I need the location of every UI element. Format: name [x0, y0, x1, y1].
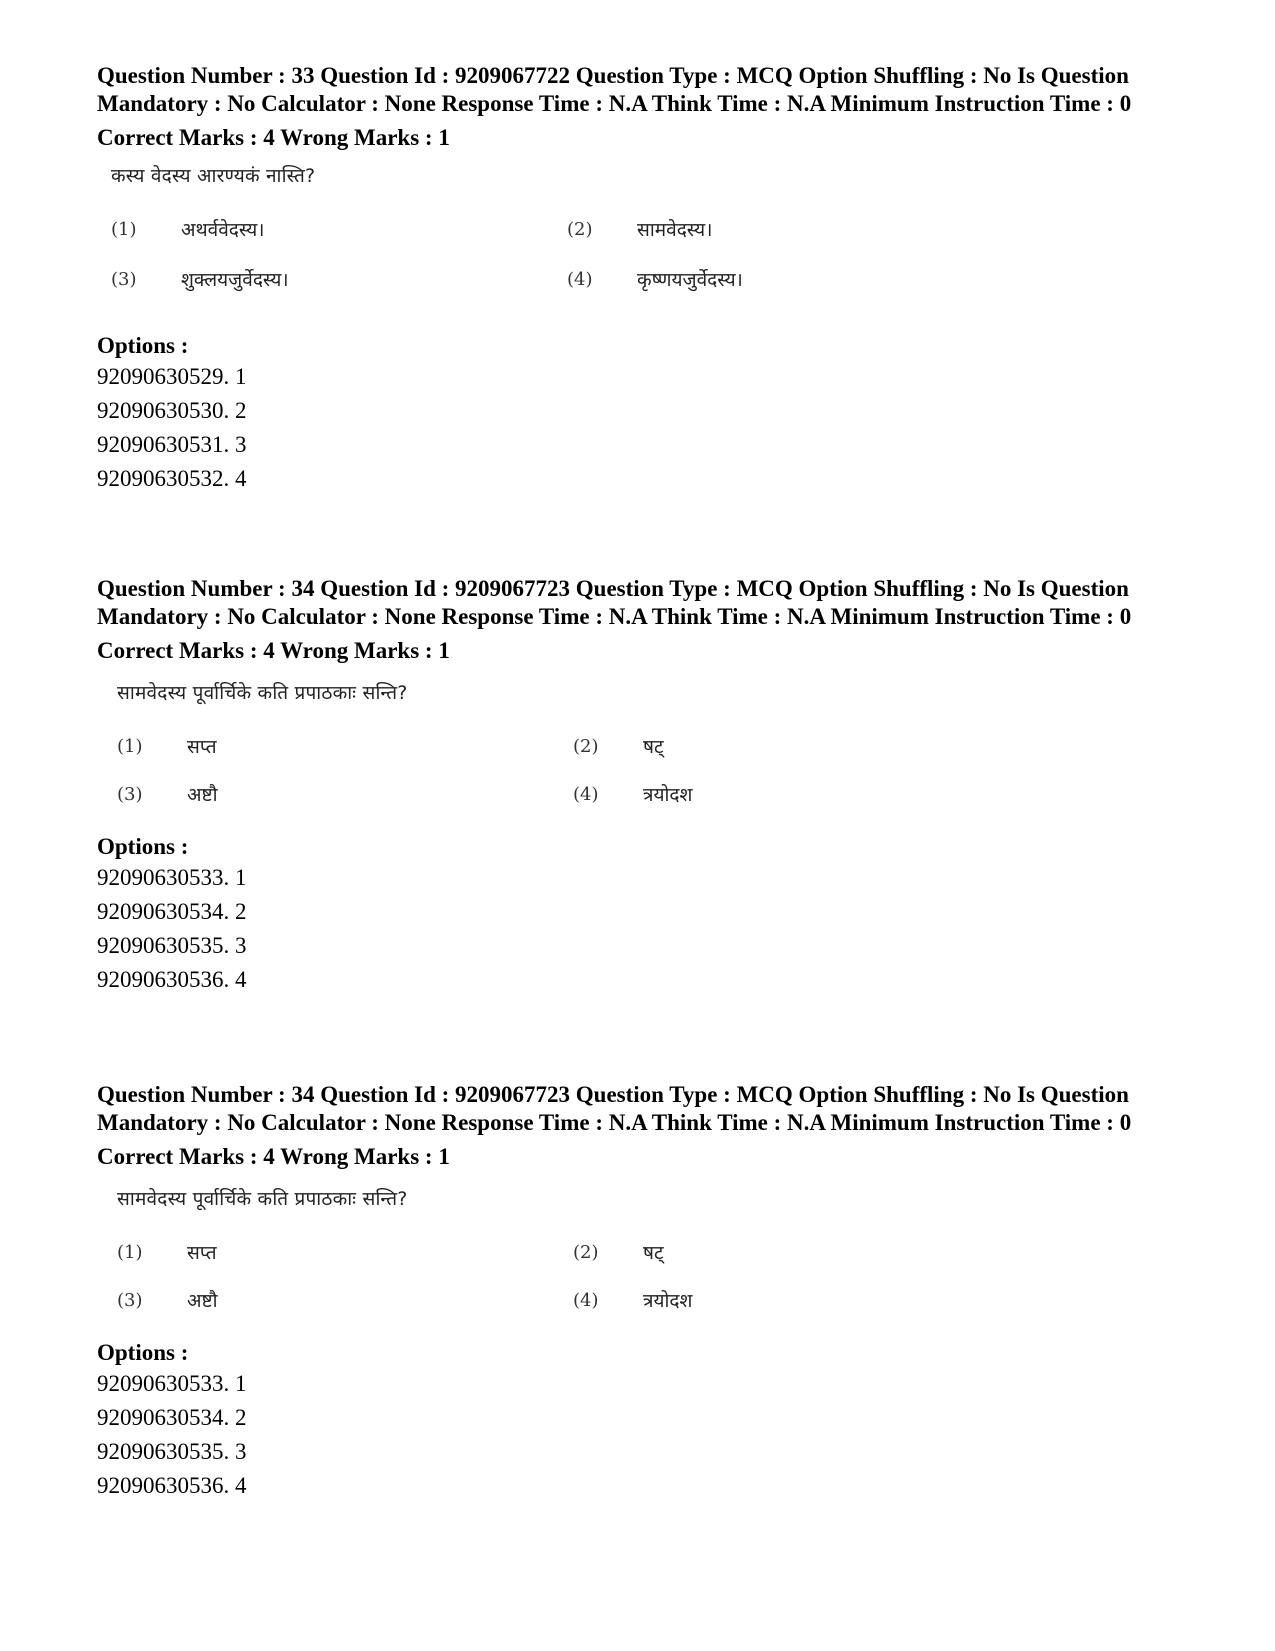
- choice-number: (1): [117, 735, 143, 757]
- question-body: [97, 671, 1227, 829]
- choice-number: (1): [111, 218, 137, 240]
- choice-text: शुक्लयजुर्वेदस्य।: [181, 269, 289, 291]
- choice-4: [573, 1287, 692, 1313]
- option-id-line: 92090630534. 2: [97, 899, 247, 924]
- choice-3: [111, 266, 289, 292]
- question-body: [97, 1177, 1227, 1335]
- option-id-line: 92090630536. 4: [97, 1473, 247, 1498]
- choice-number: (2): [573, 1241, 599, 1263]
- choice-text: अथर्ववेदस्य।: [181, 219, 265, 241]
- choice-number: (3): [117, 783, 143, 805]
- choice-number: (1): [117, 1241, 143, 1263]
- options-title: Options :: [97, 834, 189, 859]
- choice-text: सामवेदस्य।: [637, 219, 713, 241]
- option-id-line: 92090630533. 1: [97, 865, 247, 890]
- choice-number: (2): [567, 218, 593, 240]
- option-id-line: 92090630533. 1: [97, 1371, 247, 1396]
- option-id-line: 92090630530. 2: [97, 398, 247, 423]
- option-id-line: 92090630535. 3: [97, 933, 247, 958]
- option-id-line: 92090630536. 4: [97, 967, 247, 992]
- choice-text: त्रयोदश: [643, 1290, 693, 1312]
- choice-2: [573, 1239, 664, 1265]
- question-marks: Correct Marks : 4 Wrong Marks : 1: [97, 638, 450, 663]
- choice-4: [573, 781, 692, 807]
- question-meta: Question Number : 34 Question Id : 9209067723 Question Type : MCQ Option Shuffling : No Is Question Mandatory : No Calculator : None Response Time : N.A Think Time : N.A Minimum Instruction Time : 0: [97, 576, 1132, 629]
- option-id-line: 92090630529. 1: [97, 364, 247, 389]
- choice-3: [117, 781, 218, 807]
- question-text: सामवेदस्य पूर्वार्चिके कति प्रपाठकाः सन्ति?: [117, 1188, 408, 1210]
- question-text: सामवेदस्य पूर्वार्चिके कति प्रपाठकाः सन्ति?: [117, 682, 408, 704]
- choice-number: (3): [111, 268, 137, 290]
- choice-text: त्रयोदश: [643, 784, 693, 806]
- choice-1: [117, 733, 217, 759]
- question-block: [97, 575, 1227, 997]
- choice-text: कृष्णयजुर्वेदस्य।: [637, 269, 743, 291]
- question-block: [97, 1081, 1227, 1503]
- choice-text: सप्त: [187, 1242, 217, 1264]
- option-id-line: 92090630534. 2: [97, 1405, 247, 1430]
- options-title: Options :: [97, 1340, 189, 1365]
- choice-3: [117, 1287, 218, 1313]
- choice-1: [111, 216, 265, 242]
- choice-text: अष्टौ: [187, 784, 218, 806]
- choice-number: (4): [573, 1289, 599, 1311]
- choice-4: [567, 266, 743, 292]
- choice-1: [117, 1239, 217, 1265]
- option-id-line: 92090630532. 4: [97, 466, 247, 491]
- question-body: [97, 158, 1227, 328]
- choice-text: षट्: [643, 736, 664, 758]
- choice-number: (4): [573, 783, 599, 805]
- choice-number: (2): [573, 735, 599, 757]
- choice-2: [573, 733, 664, 759]
- choice-text: अष्टौ: [187, 1290, 218, 1312]
- question-text: कस्य वेदस्य आरण्यकं नास्ति?: [111, 165, 316, 187]
- question-block: [97, 62, 1227, 496]
- question-meta: Question Number : 34 Question Id : 9209067723 Question Type : MCQ Option Shuffling : No Is Question Mandatory : No Calculator : None Response Time : N.A Think Time : N.A Minimum Instruction Time : 0: [97, 1082, 1132, 1135]
- question-marks: Correct Marks : 4 Wrong Marks : 1: [97, 125, 450, 150]
- question-meta: Question Number : 33 Question Id : 9209067722 Question Type : MCQ Option Shuffling : No Is Question Mandatory : No Calculator : None Response Time : N.A Think Time : N.A Minimum Instruction Time : 0: [97, 63, 1132, 116]
- option-id-line: 92090630535. 3: [97, 1439, 247, 1464]
- question-marks: Correct Marks : 4 Wrong Marks : 1: [97, 1144, 450, 1169]
- choice-text: सप्त: [187, 736, 217, 758]
- options-title: Options :: [97, 333, 189, 358]
- choice-number: (3): [117, 1289, 143, 1311]
- choice-text: षट्: [643, 1242, 664, 1264]
- choice-2: [567, 216, 712, 242]
- option-id-line: 92090630531. 3: [97, 432, 247, 457]
- choice-number: (4): [567, 268, 593, 290]
